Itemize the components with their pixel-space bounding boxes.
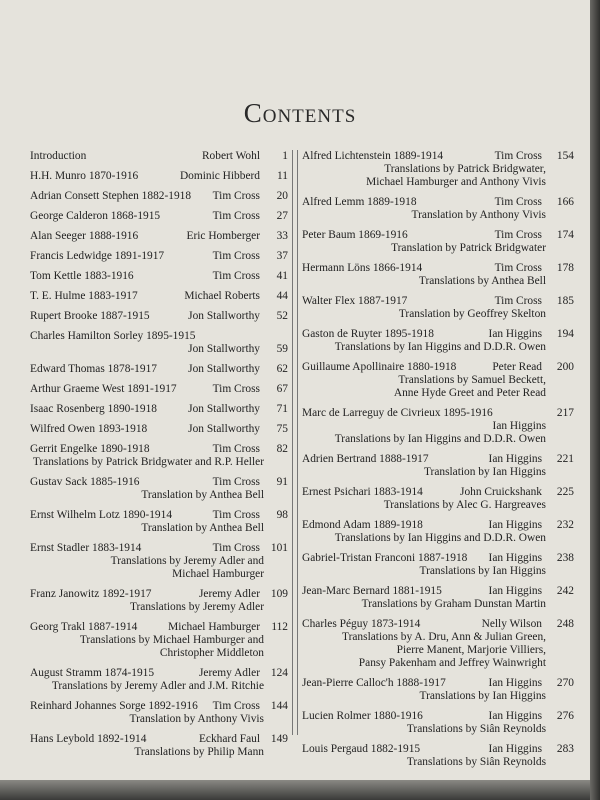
entry-line: [302, 328, 574, 341]
entry-line: [30, 443, 288, 456]
entry-title: August Stramm 1874-1915: [30, 667, 155, 679]
entry-author: Tim Cross: [212, 509, 260, 521]
entry-translator-line: Christopher Middleton: [159, 647, 264, 659]
entry-title: Marc de Larreguy de Civrieux 1895-1916: [302, 407, 493, 419]
entry-line: [302, 519, 574, 532]
entry-line: [30, 509, 288, 522]
entry-translator-line: Translations by Michael Hamburger and: [79, 634, 264, 646]
contents-entry: [30, 700, 288, 726]
entry-translator-line: Translation by Anthony Vivis: [411, 209, 546, 221]
entry-author: Tim Cross: [212, 443, 260, 455]
entry-author: Ian Higgins: [488, 453, 542, 465]
entry-title: Hans Leybold 1892-1914: [30, 733, 147, 745]
entry-author: Jeremy Adler: [198, 667, 260, 679]
entry-translator-line: Translations by Siân Reynolds: [406, 756, 546, 768]
entry-page-number: 276: [556, 710, 574, 722]
entry-line: [30, 621, 288, 634]
entry-line: [30, 330, 288, 343]
entry-title: Franz Janowitz 1892-1917: [30, 588, 152, 600]
entry-page-number: 238: [556, 552, 574, 564]
entry-page-number: 11: [277, 170, 288, 182]
entry-title: Tom Kettle 1883-1916: [30, 270, 134, 282]
entry-translator-line: Translations by Graham Dunstan Martin: [361, 598, 546, 610]
entry-line: [302, 262, 574, 275]
contents-entry: [302, 328, 574, 354]
entry-translator-line: Translations by Ian Higgins: [419, 565, 546, 577]
entry-line: [302, 618, 574, 631]
contents-entry: [302, 407, 574, 446]
contents-entry: [30, 476, 288, 502]
entry-translator-line: Translations by Jeremy Adler: [129, 601, 264, 613]
entry-title: Charles Hamilton Sorley 1895-1915: [30, 330, 196, 342]
entry-title: Charles Péguy 1873-1914: [302, 618, 421, 630]
contents-entry: [30, 310, 288, 323]
contents-entry: [302, 710, 574, 736]
entry-translator-line: Translations by Samuel Beckett,: [398, 374, 546, 386]
entry-translator-line: Translation by Patrick Bridgwater: [391, 242, 546, 254]
entry-line: [30, 270, 288, 283]
entry-author: Peter Read: [492, 361, 542, 373]
entry-line: [30, 343, 288, 356]
entry-title: Introduction: [30, 150, 87, 162]
entry-page-number: 109: [270, 588, 288, 600]
entry-page-number: 144: [270, 700, 288, 712]
entry-line: [30, 542, 288, 555]
contents-entry: [30, 588, 288, 614]
contents-entry: [30, 150, 288, 163]
entry-translator-line: Translations by Jeremy Adler and J.M. Ritchie: [51, 680, 264, 692]
contents-entry: [30, 621, 288, 660]
entry-line: [30, 150, 288, 163]
entry-title: Reinhard Johannes Sorge 1892-1916: [30, 700, 198, 712]
contents-entry: [302, 453, 574, 479]
entry-title: Louis Pergaud 1882-1915: [302, 743, 421, 755]
entry-page-number: 67: [276, 383, 288, 395]
entry-line: [30, 170, 288, 183]
contents-entry: [30, 443, 288, 469]
contents-column-left: [30, 150, 288, 766]
entry-title: H.H. Munro 1870-1916: [30, 170, 139, 182]
entry-translator-line: Michael Hamburger and Anthony Vivis: [366, 176, 546, 188]
entry-author: Tim Cross: [494, 295, 542, 307]
entry-line: [30, 476, 288, 489]
entry-title: Ernst Stadler 1883-1914: [30, 542, 142, 554]
column-divider: [297, 150, 298, 735]
entry-page-number: 178: [556, 262, 574, 274]
contents-entry: [30, 363, 288, 376]
entry-author: Ian Higgins: [488, 710, 542, 722]
entry-line: [302, 486, 574, 499]
entry-page-number: 242: [556, 585, 574, 597]
contents-entry: [302, 295, 574, 321]
contents-entry: [302, 262, 574, 288]
contents-entry: [302, 743, 574, 769]
entry-line: [30, 250, 288, 263]
contents-entry: [30, 423, 288, 436]
entry-line: [30, 230, 288, 243]
entry-page-number: 248: [556, 618, 574, 630]
entry-translator-line: Translations by Ian Higgins and D.D.R. Owen: [334, 532, 546, 544]
entry-title: Peter Baum 1869-1916: [302, 229, 408, 241]
entry-translator-line: Translations by Patrick Bridgwater and R.P. Heller: [32, 456, 264, 468]
entry-translator-line: Translations by Siân Reynolds: [406, 723, 546, 735]
entry-page-number: 270: [556, 677, 574, 689]
entry-author: Ian Higgins: [488, 328, 542, 340]
contents-entry: [302, 196, 574, 222]
entry-line: [302, 407, 574, 420]
contents-entry: [302, 677, 574, 703]
entry-page-number: 149: [270, 733, 288, 745]
entry-page-number: 33: [276, 230, 288, 242]
contents-entry: [30, 270, 288, 283]
entry-page-number: 194: [556, 328, 574, 340]
page-title: Contents: [243, 98, 357, 128]
entry-author: Jon Stallworthy: [188, 343, 260, 355]
entry-author: Jeremy Adler: [198, 588, 260, 600]
entry-line: [302, 585, 574, 598]
contents-entry: [302, 229, 574, 255]
entry-author: Jon Stallworthy: [188, 363, 260, 375]
entry-author: Ian Higgins: [488, 743, 542, 755]
entry-author: Ian Higgins: [488, 585, 542, 597]
entry-title: Edmond Adam 1889-1918: [302, 519, 423, 531]
entry-page-number: 1: [282, 150, 288, 162]
entry-line: [302, 295, 574, 308]
contents-entry: [30, 290, 288, 303]
contents-entry: [302, 486, 574, 512]
entry-line: [30, 310, 288, 323]
contents-entry: [30, 383, 288, 396]
entry-title: Francis Ledwidge 1891-1917: [30, 250, 165, 262]
entry-author: Tim Cross: [494, 150, 542, 162]
entry-page-number: 174: [556, 229, 574, 241]
entry-line: [30, 190, 288, 203]
entry-author: Tim Cross: [212, 210, 260, 222]
entry-page-number: 101: [270, 542, 288, 554]
entry-page-number: 52: [276, 310, 288, 322]
entry-author: Jon Stallworthy: [188, 423, 260, 435]
column-divider: [292, 150, 293, 735]
contents-entry: [302, 150, 574, 189]
entry-title: Lucien Rolmer 1880-1916: [302, 710, 423, 722]
entry-title: Alan Seeger 1888-1916: [30, 230, 139, 242]
entry-page-number: 71: [276, 403, 288, 415]
entry-translator-line: Ian Higgins: [492, 420, 546, 432]
entry-page-number: 37: [276, 250, 288, 262]
entry-line: [302, 677, 574, 690]
entry-author: Michael Roberts: [184, 290, 260, 302]
entry-line: [30, 700, 288, 713]
entry-title: Wilfred Owen 1893-1918: [30, 423, 148, 435]
entry-line: [302, 710, 574, 723]
entry-title: Gabriel-Tristan Franconi 1887-1918: [302, 552, 468, 564]
entry-page-number: 98: [276, 509, 288, 521]
entry-title: George Calderon 1868-1915: [30, 210, 161, 222]
entry-title: Hermann Löns 1866-1914: [302, 262, 423, 274]
contents-column-right: [302, 150, 574, 776]
entry-author: Tim Cross: [494, 196, 542, 208]
entry-page-number: 75: [276, 423, 288, 435]
entry-author: Eric Homberger: [186, 230, 260, 242]
entry-translator-line: Translations by Jeremy Adler and: [110, 555, 264, 567]
entry-page-number: 185: [556, 295, 574, 307]
contents-entry: [302, 361, 574, 400]
entry-page-number: 225: [556, 486, 574, 498]
entry-translator-line: Translation by Anthea Bell: [141, 489, 264, 501]
entry-translator-line: Translations by Alec G. Hargreaves: [383, 499, 546, 511]
book-spine-edge: [590, 0, 600, 800]
entry-line: [302, 743, 574, 756]
entry-line: [30, 210, 288, 223]
entry-translator-line: Translations by Ian Higgins and D.D.R. Owen: [334, 341, 546, 353]
entry-title: Jean-Pierre Calloc'h 1888-1917: [302, 677, 446, 689]
entry-page-number: 27: [276, 210, 288, 222]
entry-title: Rupert Brooke 1887-1915: [30, 310, 150, 322]
entry-author: Tim Cross: [212, 476, 260, 488]
entry-page-number: 112: [271, 621, 288, 633]
entry-page-number: 82: [276, 443, 288, 455]
entry-author: Nelly Wilson: [481, 618, 542, 630]
entry-line: [30, 290, 288, 303]
contents-entry: [30, 210, 288, 223]
entry-author: Tim Cross: [212, 270, 260, 282]
entry-line: [30, 423, 288, 436]
contents-entry: [30, 330, 288, 356]
entry-page-number: 283: [556, 743, 574, 755]
entry-title: Walter Flex 1887-1917: [302, 295, 408, 307]
entry-author: Tim Cross: [212, 250, 260, 262]
entry-page-number: 200: [556, 361, 574, 373]
entry-translator-line: Pierre Manent, Marjorie Villiers,: [396, 644, 546, 656]
contents-entry: [30, 230, 288, 243]
entry-author: Tim Cross: [494, 262, 542, 274]
entry-line: [30, 403, 288, 416]
entry-author: Robert Wohl: [201, 150, 260, 162]
entry-page-number: 44: [276, 290, 288, 302]
entry-title: Adrian Consett Stephen 1882-1918: [30, 190, 192, 202]
entry-line: [302, 361, 574, 374]
entry-page-number: 221: [556, 453, 574, 465]
entry-translator-line: Translations by Anthea Bell: [418, 275, 546, 287]
entry-author: Tim Cross: [494, 229, 542, 241]
entry-title: Edward Thomas 1878-1917: [30, 363, 157, 375]
entry-translator-line: Michael Hamburger: [172, 568, 264, 580]
entry-translator-line: Translation by Anthony Vivis: [129, 713, 264, 725]
entry-line: [30, 667, 288, 680]
entry-title: Gustav Sack 1885-1916: [30, 476, 140, 488]
entry-page-number: 124: [270, 667, 288, 679]
entry-author: Ian Higgins: [488, 677, 542, 689]
contents-entry: [30, 250, 288, 263]
contents-entry: [30, 733, 288, 759]
entry-title: Adrien Bertrand 1888-1917: [302, 453, 429, 465]
contents-entry: [302, 552, 574, 578]
entry-title: Ernest Psichari 1883-1914: [302, 486, 423, 498]
entry-line: [302, 229, 574, 242]
entry-title: Alfred Lemm 1889-1918: [302, 196, 417, 208]
entry-translator-line: Translation by Anthea Bell: [141, 522, 264, 534]
entry-page-number: 166: [556, 196, 574, 208]
entry-author: Tim Cross: [212, 542, 260, 554]
entry-translator-line: Translations by Ian Higgins and D.D.R. Owen: [334, 433, 546, 445]
page-bottom-edge: [0, 780, 590, 800]
entry-page-number: 62: [276, 363, 288, 375]
entry-author: Tim Cross: [212, 190, 260, 202]
entry-translator-line: Translation by Geoffrey Skelton: [398, 308, 546, 320]
entry-author: Ian Higgins: [488, 552, 542, 564]
entry-line: [30, 588, 288, 601]
contents-entry: [30, 542, 288, 581]
entry-translator-line: Anne Hyde Greet and Peter Read: [393, 387, 546, 399]
contents-entry: [302, 585, 574, 611]
entry-title: Isaac Rosenberg 1890-1918: [30, 403, 157, 415]
entry-author: Tim Cross: [212, 383, 260, 395]
entry-title: Guillaume Apollinaire 1880-1918: [302, 361, 457, 373]
entry-title: Jean-Marc Bernard 1881-1915: [302, 585, 442, 597]
contents-entry: [302, 519, 574, 545]
entry-author: Eckhard Faul: [198, 733, 260, 745]
contents-entry: [30, 190, 288, 203]
entry-line: [302, 150, 574, 163]
contents-entry: [30, 403, 288, 416]
entry-author: Jon Stallworthy: [188, 403, 260, 415]
entry-translator-line: Translations by A. Dru, Ann & Julian Green,: [342, 631, 546, 643]
entry-author: Michael Hamburger: [168, 621, 260, 633]
entry-translator-line: Translations by Ian Higgins: [419, 690, 546, 702]
entry-author: Tim Cross: [212, 700, 260, 712]
entry-line: [30, 733, 288, 746]
entry-title: Gaston de Ruyter 1895-1918: [302, 328, 434, 340]
entry-line: [30, 363, 288, 376]
entry-title: Arthur Graeme West 1891-1917: [30, 383, 177, 395]
entry-translator-line: Translation by Ian Higgins: [423, 466, 546, 478]
entry-line: [30, 383, 288, 396]
contents-entry: [30, 667, 288, 693]
entry-page-number: 59: [276, 343, 288, 355]
entry-translator-line: Translations by Patrick Bridgwater,: [384, 163, 546, 175]
entry-title: Alfred Lichtenstein 1889-1914: [302, 150, 444, 162]
entry-line: [302, 196, 574, 209]
entry-author: John Cruickshank: [460, 486, 542, 498]
entry-page-number: 154: [556, 150, 574, 162]
contents-entry: [30, 170, 288, 183]
contents-entry: [30, 509, 288, 535]
entry-title: T. E. Hulme 1883-1917: [30, 290, 138, 302]
entry-title: Ernst Wilhelm Lotz 1890-1914: [30, 509, 173, 521]
entry-page-number: 91: [276, 476, 288, 488]
entry-author: Ian Higgins: [488, 519, 542, 531]
entry-author: Jon Stallworthy: [188, 310, 260, 322]
entry-author: Dominic Hibberd: [179, 170, 260, 182]
entry-line: [302, 453, 574, 466]
entry-title: Georg Trakl 1887-1914: [30, 621, 138, 633]
entry-translator-line: Pansy Pakenham and Jeffrey Wainwright: [358, 657, 546, 669]
contents-entry: [302, 618, 574, 670]
entry-page-number: 217: [556, 407, 574, 419]
entry-page-number: 41: [276, 270, 288, 282]
entry-page-number: 232: [556, 519, 574, 531]
entry-title: Gerrit Engelke 1890-1918: [30, 443, 150, 455]
entry-line: [302, 552, 574, 565]
entry-page-number: 20: [276, 190, 288, 202]
entry-translator-line: Translations by Philip Mann: [134, 746, 264, 758]
